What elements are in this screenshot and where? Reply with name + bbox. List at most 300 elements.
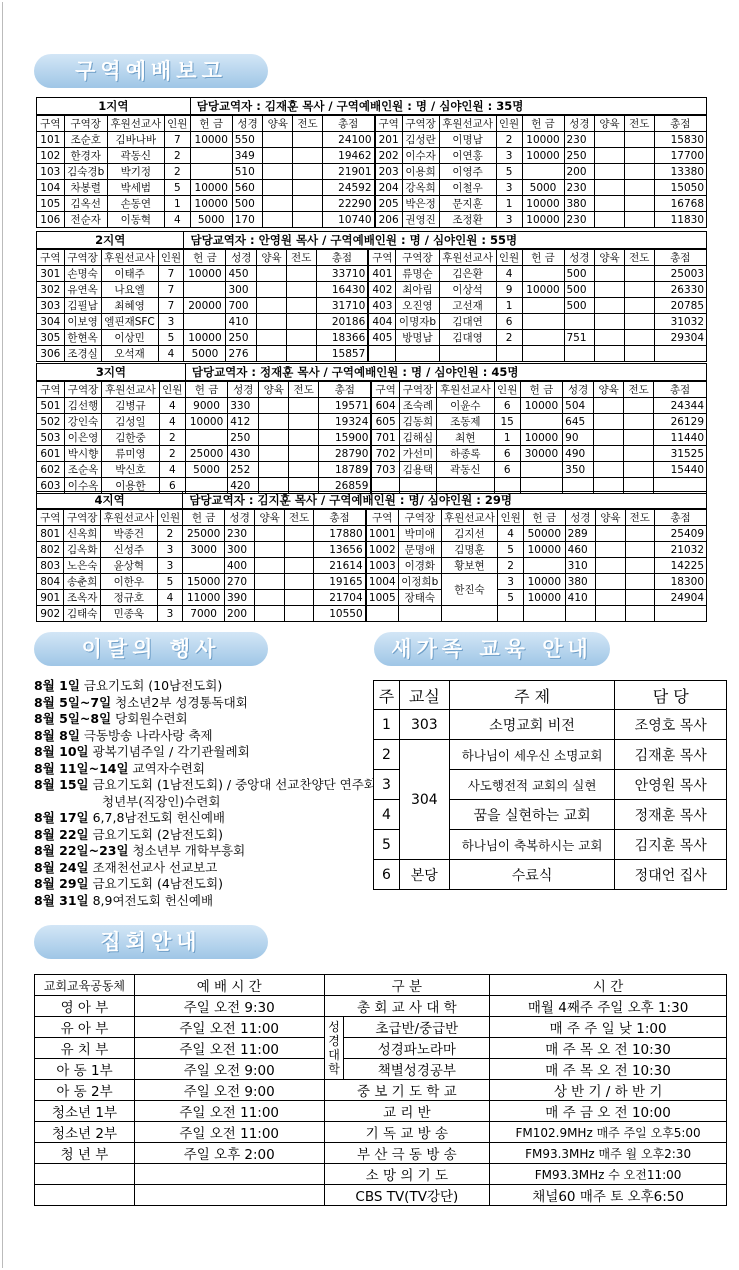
column-header: 전도 (293, 115, 323, 132)
table-cell: 450 (226, 266, 257, 282)
table-cell: 이명자b (396, 314, 439, 330)
table-cell: 5000 (522, 180, 564, 196)
table-cell: 10000 (520, 398, 562, 414)
table-cell: 104 (37, 180, 65, 196)
category: 책별성경공부 (344, 1059, 490, 1080)
table-cell: 350 (563, 462, 594, 478)
column-header: 후원선교사 (439, 249, 496, 266)
table-cell (286, 330, 316, 346)
table-cell: 26859 (319, 478, 372, 494)
column-header: 인원 (157, 509, 183, 526)
event-date: 8월 29일 (34, 876, 89, 891)
table-row (35, 1080, 727, 1101)
table-cell (624, 346, 654, 362)
table-cell: 401 (368, 266, 396, 282)
table-cell: 김은환 (439, 266, 496, 282)
column-header: 양육 (259, 381, 289, 398)
column-header: 교실 (399, 681, 449, 710)
table-cell: 4 (158, 346, 184, 362)
table-cell (594, 462, 624, 478)
event-item (34, 860, 379, 877)
table-cell (183, 558, 225, 574)
table-cell (368, 346, 396, 362)
table-cell (289, 414, 319, 430)
table-cell: 류명순 (396, 266, 439, 282)
table-row (37, 414, 707, 430)
event-item (34, 711, 379, 728)
table-cell (259, 446, 289, 462)
table-cell: 560 (232, 180, 263, 196)
table-cell (255, 542, 284, 558)
table-cell (284, 590, 313, 606)
table-cell: 26330 (654, 282, 706, 298)
table-row (37, 558, 707, 574)
table-cell: 6 (494, 398, 520, 414)
table-cell: 4 (496, 266, 522, 282)
column-header: 전도 (625, 509, 654, 526)
column-header: 헌 금 (183, 509, 225, 526)
table-cell: 15900 (319, 430, 372, 446)
table-cell (190, 164, 232, 180)
table-cell: 289 (565, 526, 595, 542)
table-cell: 305 (37, 330, 65, 346)
column-header: 헌 금 (522, 249, 564, 266)
table-cell: 6 (494, 446, 520, 462)
table-cell: 602 (37, 462, 65, 478)
table-cell: 11440 (654, 430, 707, 446)
table-cell: 2 (159, 430, 185, 446)
worship-time: 주일 오전 11:00 (134, 1038, 324, 1059)
event-date: 8월 1일 (34, 678, 80, 693)
table-cell (596, 606, 625, 622)
table-cell: 10000 (190, 132, 232, 148)
table-cell: 20785 (654, 298, 706, 314)
table-cell (624, 164, 654, 180)
table-cell: 2 (496, 132, 522, 148)
event-text: 청소년부 개학부흥회 (132, 843, 246, 858)
table-cell (624, 180, 654, 196)
table-cell: 5 (498, 590, 524, 606)
table-cell: 700 (226, 298, 257, 314)
column-header: 구역 (366, 509, 399, 526)
table-cell: 4 (159, 462, 185, 478)
event-text: 금요기도회 (4남전도회) (92, 876, 223, 891)
table-row (37, 164, 707, 180)
events-list (34, 678, 379, 909)
classroom: 303 (399, 710, 449, 740)
table-cell (524, 558, 566, 574)
event-text: 8,9여전도회 헌신예배 (92, 892, 214, 908)
table-cell: 270 (224, 574, 254, 590)
table-cell (624, 430, 654, 446)
table-cell: 11830 (654, 212, 706, 228)
table-cell: 25003 (654, 266, 706, 282)
table-cell (564, 346, 595, 362)
table-cell: 9000 (185, 398, 227, 414)
table-cell: 조숙례 (399, 398, 436, 414)
table-row (37, 298, 707, 314)
topic: 하나님이 축복하시는 교회 (449, 830, 615, 860)
table-cell (624, 132, 654, 148)
column-header: 구역 (37, 381, 65, 398)
table-cell: 박은정 (402, 196, 439, 212)
table-cell: 200 (564, 164, 595, 180)
event-item (34, 893, 379, 910)
table-cell: 5000 (184, 346, 226, 362)
table-cell: 20000 (184, 298, 226, 314)
table-cell (289, 398, 319, 414)
events-title: 이달의 행사 (34, 632, 268, 666)
column-header: 시 간 (490, 975, 727, 996)
table-row (37, 330, 707, 346)
table-cell: 이경화 (398, 558, 441, 574)
department (35, 1164, 135, 1185)
table-row (37, 180, 707, 196)
table-cell (594, 446, 624, 462)
column-header: 구역장 (64, 381, 101, 398)
meetings-title: 집회안내 (34, 925, 268, 959)
table-cell: 22290 (322, 196, 374, 212)
table-cell (263, 164, 293, 180)
table-cell (520, 462, 562, 478)
table-cell: 10000 (522, 282, 564, 298)
table-cell: 엘핀재SFC (101, 314, 158, 330)
topic: 하나님이 세우신 소명교회 (449, 740, 615, 770)
table-cell (595, 212, 625, 228)
table-cell: 6 (496, 314, 522, 330)
worship-time: 주일 오전 9:00 (134, 1080, 324, 1101)
column-header: 성경 (224, 509, 254, 526)
column-header: 주 (374, 681, 400, 710)
table-cell: 5 (164, 180, 190, 196)
table-cell: 501 (37, 398, 65, 414)
table-cell: 604 (371, 398, 399, 414)
district-info: 담당교역자 : 안영원 목사 / 구역예배인원 : 명 / 심야인원 : 55명 (184, 232, 707, 250)
table-cell: 곽동신 (437, 462, 495, 478)
table-cell (257, 314, 287, 330)
table-cell: 28790 (319, 446, 372, 462)
table-cell: 1002 (366, 542, 399, 558)
department: 청 년 부 (35, 1143, 135, 1164)
column-header: 구역장 (398, 509, 441, 526)
schedule-time: 매월 4째주 주일 오후 1:30 (490, 996, 727, 1017)
table-cell (439, 346, 496, 362)
table-cell: 250 (226, 330, 257, 346)
table-cell: 14225 (655, 558, 707, 574)
table-cell: 4 (498, 526, 524, 542)
column-header: 전도 (286, 249, 316, 266)
column-header: 총점 (319, 381, 372, 398)
department: 유 아 부 (35, 1017, 135, 1038)
table-cell: 302 (37, 282, 65, 298)
table-cell: 15000 (183, 574, 225, 590)
table-cell: 10000 (522, 148, 564, 164)
table-cell: 105 (37, 196, 65, 212)
table-row (37, 148, 707, 164)
table-cell (259, 398, 289, 414)
table-cell (257, 346, 287, 362)
district-info: 담당교역자 : 김지훈 목사 / 구역예배인원 : 명/ 심야인원 : 29명 (183, 492, 707, 510)
table-cell: 803 (37, 558, 64, 574)
schedule-time: 매 주 금 오 전 10:00 (490, 1101, 727, 1122)
table-cell (396, 346, 439, 362)
table-cell (594, 414, 624, 430)
table-cell: 29304 (654, 330, 706, 346)
table-cell (259, 430, 289, 446)
table-cell: 300 (226, 282, 257, 298)
table-cell: 380 (565, 574, 595, 590)
table-cell: 노은숙 (64, 558, 101, 574)
table-cell: 10740 (322, 212, 374, 228)
table-cell: 250 (564, 148, 595, 164)
district-label: 2지역 (37, 232, 184, 250)
column-header: 헌 금 (184, 249, 226, 266)
table-cell (595, 148, 625, 164)
table-cell: 김태숙 (64, 606, 101, 622)
table-cell: 11000 (183, 590, 225, 606)
worship-time: 주일 오전 9:30 (134, 996, 324, 1017)
table-cell: 김대연 (439, 314, 496, 330)
table-cell: 490 (563, 446, 594, 462)
department: 아 동 2부 (35, 1080, 135, 1101)
table-cell: 15857 (316, 346, 368, 362)
table-row (374, 860, 727, 890)
schedule-time: 채널60 매주 토 오후6:50 (490, 1185, 727, 1206)
table-cell (624, 212, 654, 228)
table-cell (625, 526, 654, 542)
table-cell: 19462 (322, 148, 374, 164)
table-row (374, 740, 727, 770)
table-cell (565, 606, 595, 622)
person-in-charge: 안영원 목사 (615, 770, 727, 800)
schedule-time: 매 주 목 오 전 10:30 (490, 1059, 727, 1080)
table-cell (596, 542, 625, 558)
meetings-table (34, 974, 727, 1206)
event-date: 8월 11일~14일 (34, 760, 129, 776)
table-row (37, 590, 707, 606)
table-cell: 조정환 (439, 212, 496, 228)
table-cell: 1 (494, 430, 520, 446)
table-cell: 5000 (190, 212, 232, 228)
table-cell: 김성란 (402, 132, 439, 148)
table-cell (366, 606, 399, 622)
column-header: 인원 (164, 115, 190, 132)
table-cell: 이태주 (101, 266, 158, 282)
table-cell (624, 446, 654, 462)
worship-time: 주일 오전 11:00 (134, 1017, 324, 1038)
department: 아 동 1부 (35, 1059, 135, 1080)
worship-time (134, 1185, 324, 1206)
table-cell: 804 (37, 574, 64, 590)
table-row (37, 314, 707, 330)
table-cell: 최아림 (396, 282, 439, 298)
table-cell (595, 330, 625, 346)
table-cell: 가선미 (399, 446, 436, 462)
event-text: 금요기도회 (10남전도회) (83, 678, 223, 693)
table-cell: 조동제 (437, 414, 495, 430)
table-cell: 21032 (655, 542, 707, 558)
event-date: 8월 17일 (34, 810, 89, 825)
schedule-time: 매 주 목 오 전 10:30 (490, 1038, 727, 1059)
table-cell: 김명훈 (441, 542, 498, 558)
table-cell: 조순호 (64, 132, 107, 148)
category: 부 산 극 동 방 송 (324, 1143, 490, 1164)
person-in-charge: 김지훈 목사 (615, 830, 727, 860)
table-cell (255, 590, 284, 606)
topic: 사도행전적 교회의 실현 (449, 770, 615, 800)
table-row (35, 1143, 727, 1164)
table-cell (522, 330, 564, 346)
column-header: 성경 (565, 509, 595, 526)
table-cell: 조옥자 (64, 590, 101, 606)
column-header: 총점 (654, 115, 706, 132)
table-cell: 박미애 (398, 526, 441, 542)
column-header: 전도 (284, 509, 313, 526)
table-cell: 이철우 (439, 180, 496, 196)
table-row (35, 1038, 727, 1059)
district-report-title: 구역예배보고 (34, 54, 268, 88)
column-header: 양육 (255, 509, 284, 526)
table-cell: 김용택 (399, 462, 436, 478)
table-cell (595, 132, 625, 148)
schedule-time: FM93.3MHz 매주 월 오후2:30 (490, 1143, 727, 1164)
column-header: 총점 (314, 509, 366, 526)
district-label: 3지역 (37, 364, 186, 382)
table-cell: 6 (494, 462, 520, 478)
table-cell (520, 414, 562, 430)
table-cell: 이정희b (398, 574, 441, 590)
table-cell: 31710 (316, 298, 368, 314)
table-cell: 손명숙 (64, 266, 101, 282)
category: 총 회 교 사 대 학 (324, 996, 490, 1017)
column-header: 양육 (595, 115, 625, 132)
table-cell (595, 164, 625, 180)
table-cell (263, 132, 293, 148)
table-cell: 412 (228, 414, 259, 430)
table-cell: 303 (37, 298, 65, 314)
event-text: 금요기도회 (1남전도회) / 중앙대 선교찬양단 연주회 (92, 777, 376, 792)
table-cell: 김한중 (102, 430, 160, 446)
event-item (34, 695, 379, 712)
week-number: 2 (374, 740, 400, 770)
table-cell (625, 606, 654, 622)
table-cell: 3 (157, 542, 183, 558)
column-header: 전도 (624, 381, 654, 398)
table-cell (624, 266, 654, 282)
department: 청소년 1부 (35, 1101, 135, 1122)
table-cell: 이영주 (439, 164, 496, 180)
table-cell: 최혜영 (101, 298, 158, 314)
table-cell: 10000 (520, 430, 562, 446)
table-cell: 나요엘 (101, 282, 158, 298)
table-cell: 203 (375, 164, 403, 180)
table-cell (289, 462, 319, 478)
table-cell (596, 558, 625, 574)
event-text: 6,7,8남전도회 헌신예배 (92, 810, 225, 825)
event-date: 8월 10일 (34, 744, 89, 759)
table-cell: 김옥화 (64, 542, 101, 558)
table-cell (190, 148, 232, 164)
table-cell: 이상민 (101, 330, 158, 346)
table-cell: 204 (375, 180, 403, 196)
column-header: 인원 (496, 115, 522, 132)
table-cell: 230 (224, 526, 254, 542)
table-cell: 조경실 (64, 346, 101, 362)
table-cell: 405 (368, 330, 396, 346)
table-cell (496, 346, 522, 362)
table-cell: 신성주 (101, 542, 158, 558)
table-cell (286, 314, 316, 330)
table-cell: 17880 (314, 526, 366, 542)
column-header: 총점 (316, 249, 368, 266)
column-header: 성경 (564, 249, 595, 266)
table-cell (263, 196, 293, 212)
table-row (37, 266, 707, 282)
table-cell: 2 (164, 164, 190, 180)
table-cell: 504 (563, 398, 594, 414)
column-header: 구역 (37, 115, 65, 132)
worship-time (134, 1164, 324, 1185)
table-row (37, 542, 707, 558)
table-row (37, 606, 707, 622)
table-cell (595, 266, 625, 282)
column-header: 후원선교사 (439, 115, 496, 132)
column-header: 구역장 (396, 249, 439, 266)
table-cell: 24344 (654, 398, 707, 414)
table-cell (398, 606, 441, 622)
week-number: 5 (374, 830, 400, 860)
category: 교 리 반 (324, 1101, 490, 1122)
table-cell: 2 (498, 558, 524, 574)
table-cell (293, 212, 323, 228)
event-text: 교역자수련회 (132, 760, 205, 776)
table-row (37, 574, 707, 590)
table-cell: 1003 (366, 558, 399, 574)
department (35, 1185, 135, 1206)
table-cell: 강인숙 (64, 414, 101, 430)
column-header: 인원 (496, 249, 522, 266)
table-cell (284, 558, 313, 574)
table-row (37, 462, 707, 478)
table-cell: 21704 (314, 590, 366, 606)
table-cell: 702 (371, 446, 399, 462)
table-cell (522, 314, 564, 330)
table-cell: 오석재 (101, 346, 158, 362)
table-cell: 403 (368, 298, 396, 314)
new-family-title: 새가족 교육 안내 (374, 632, 610, 666)
table-cell: 7 (158, 266, 184, 282)
table-cell: 김병규 (102, 398, 160, 414)
column-header: 헌 금 (520, 381, 562, 398)
column-header: 양육 (596, 509, 625, 526)
table-cell: 201 (375, 132, 403, 148)
column-header: 후원선교사 (101, 509, 158, 526)
table-cell (284, 606, 313, 622)
table-cell: 7 (158, 298, 184, 314)
table-cell: 410 (226, 314, 257, 330)
table-cell: 16430 (316, 282, 368, 298)
table-cell: 801 (37, 526, 64, 542)
table-cell: 13656 (314, 542, 366, 558)
worship-time: 주일 오전 11:00 (134, 1122, 324, 1143)
column-header: 구역 (371, 381, 399, 398)
table-cell: 박세범 (107, 180, 164, 196)
bible-college-label: 성 경 대 학 (324, 1017, 344, 1080)
table-cell: 390 (224, 590, 254, 606)
table-cell: 이보영 (64, 314, 101, 330)
week-number: 3 (374, 770, 400, 800)
table-cell (624, 398, 654, 414)
